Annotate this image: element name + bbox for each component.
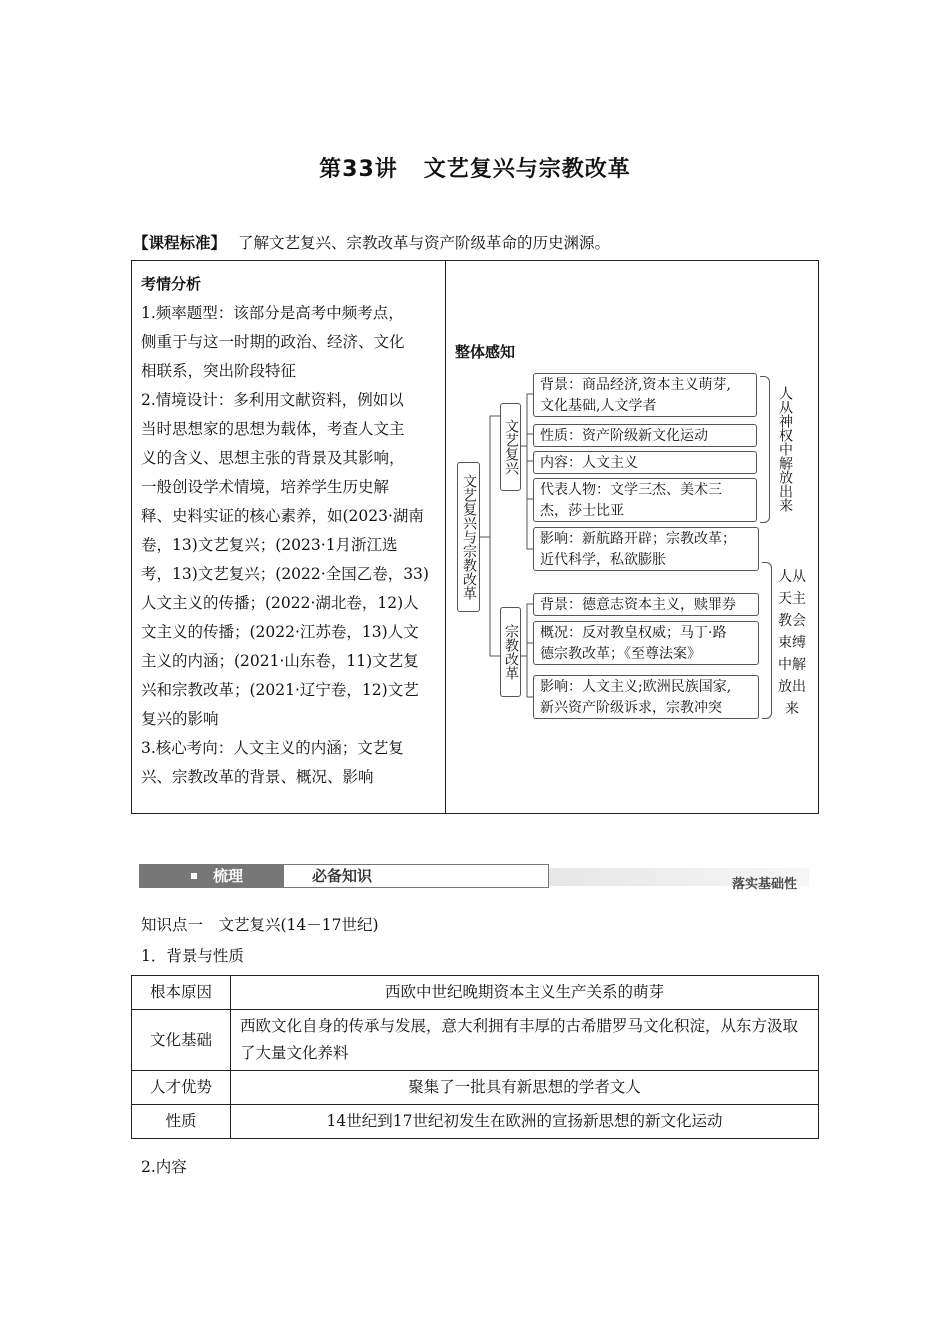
- diagram-text: 内容：人文主义: [540, 455, 638, 471]
- side-note-line: 人从: [778, 569, 806, 585]
- connector-root-reformation: [490, 537, 500, 656]
- subsection-heading: 1．背景与性质: [141, 947, 244, 965]
- analysis-line: 考，13)文艺复兴；(2022·全国乙卷，33): [141, 565, 429, 583]
- overview-root-label: 文艺复兴与宗教改革: [461, 474, 477, 600]
- table-key-cell: 性质: [132, 1105, 231, 1139]
- analysis-line: 当时思想家的思想为载体，考查人文主: [141, 420, 405, 438]
- table-row: [132, 1105, 819, 1139]
- banner-tab-primary: [139, 864, 283, 888]
- side-note-line: 天主: [778, 591, 806, 607]
- analysis-line: 侧重于与这一时期的政治、经济、文化: [141, 333, 405, 351]
- renaissance-figures-box: [533, 478, 757, 522]
- table-key-cell: 文化基础: [132, 1010, 231, 1071]
- table-value-cell: 西欧中世纪晚期资本主义生产关系的萌芽: [231, 976, 819, 1010]
- diagram-text: 背景：德意志资本主义，赎罪券: [540, 597, 736, 613]
- reformation-side-note: [776, 566, 808, 720]
- reformation-overview-box: [533, 621, 759, 665]
- renaissance-bracket: [760, 376, 770, 523]
- renaissance-side-note: 人从神权中解放出来: [777, 386, 793, 512]
- side-note-line: 中解: [778, 657, 806, 673]
- diagram-text: 近代科学，私欲膨胀: [540, 552, 666, 568]
- overview-heading: 整体感知: [455, 343, 516, 361]
- diagram-text: 性质：资产阶级新文化运动: [540, 428, 708, 444]
- banner-tab-secondary-label: 必备知识: [312, 867, 373, 885]
- analysis-line: 3.核心考向：人文主义的内涵；文艺复: [141, 739, 404, 757]
- analysis-line: 相联系，突出阶段特征: [141, 362, 297, 380]
- overview-root-node: [457, 462, 480, 612]
- analysis-line: 一般创设学术情境，培养学生历史解: [141, 478, 390, 496]
- analysis-line: 义的含义、思想主张的背景及其影响，: [141, 449, 405, 467]
- subsection-heading: 2.内容: [141, 1158, 187, 1176]
- background-nature-table: [131, 975, 819, 1139]
- analysis-line: 释、史料实证的核心素养，如(2023·湖南: [141, 507, 424, 525]
- lecture-number: 第33讲: [319, 157, 398, 182]
- section-banner: [139, 864, 809, 892]
- course-standard-text: 了解文艺复兴、宗教改革与资产阶级革命的历史渊源。: [238, 234, 611, 252]
- analysis-line: 复兴的影响: [141, 710, 219, 728]
- renaissance-impact-box: [533, 527, 759, 571]
- analysis-line: 1.频率题型：该部分是高考中频考点，: [141, 304, 404, 322]
- analysis-line: 兴、宗教改革的背景、概况、影响: [141, 768, 374, 786]
- exam-analysis-heading: 考情分析: [141, 275, 202, 293]
- table-row: [132, 976, 819, 1010]
- diagram-text: 代表人物：文学三杰、美术三: [540, 482, 722, 498]
- side-note-line: 来: [785, 701, 799, 717]
- table-value-cell: 西欧文化自身的传承与发展，意大利拥有丰厚的古希腊罗马文化积淀，从东方汲取了大量文化养料: [231, 1010, 819, 1071]
- reformation-node: [500, 607, 521, 697]
- diagram-text: 文化基础,人文学者: [540, 398, 657, 414]
- table-value-cell: 聚集了一批具有新思想的学者文人: [231, 1071, 819, 1105]
- analysis-line: 主义的内涵；(2021·山东卷，11)文艺复: [141, 652, 419, 670]
- renaissance-background-box: [533, 373, 757, 417]
- reformation-label: 宗教改革: [503, 624, 519, 680]
- side-note-line: 放出: [778, 679, 806, 695]
- diagram-text: 德宗教改革；《至尊法案》: [540, 646, 701, 662]
- course-standard-label: 【课程标准】: [133, 234, 227, 252]
- analysis-line: 人文主义的传播；(2022·湖北卷，12)人: [141, 594, 419, 612]
- analysis-line: 卷，13)文艺复兴；(2023·1月浙江选: [141, 536, 398, 554]
- renaissance-node: [500, 403, 521, 491]
- reformation-impact-box: [533, 675, 759, 719]
- table-key-cell: 根本原因: [132, 976, 231, 1010]
- diagram-text: 影响：人文主义;欧洲民族国家,: [540, 679, 732, 695]
- table-row: [132, 1010, 819, 1071]
- connector-root-renaissance: [480, 416, 500, 537]
- diagram-text: 杰，莎士比亚: [540, 503, 624, 519]
- renaissance-label: 文艺复兴: [503, 419, 519, 475]
- diagram-text: 影响：新航路开辟；宗教改革；: [540, 531, 736, 547]
- reformation-bracket: [762, 562, 772, 719]
- diagram-text: 新兴资产阶级诉求，宗教冲突: [540, 700, 722, 716]
- banner-right-label: 落实基础性: [731, 877, 797, 892]
- side-note-line: 教会: [778, 613, 806, 629]
- reformation-background-box: [533, 593, 759, 616]
- knowledge-point-heading: 知识点一 文艺复兴(14－17世纪): [141, 916, 379, 934]
- renaissance-content-box: [533, 451, 757, 474]
- analysis-line: 兴和宗教改革；(2021·辽宁卷，12)文艺: [141, 681, 419, 699]
- square-bullet-icon: [191, 873, 197, 879]
- lecture-topic: 文艺复兴与宗教改革: [423, 157, 631, 182]
- banner-tab-secondary: [283, 864, 549, 888]
- analysis-line: 文主义的传播；(2022·江苏卷，13)人文: [141, 623, 419, 641]
- analysis-line: 2.情境设计：多利用文献资料，例如以: [141, 391, 404, 409]
- table-row: [132, 1071, 819, 1105]
- table-value-cell: 14世纪到17世纪初发生在欧洲的宣扬新思想的新文化运动: [231, 1105, 819, 1139]
- diagram-text: 概况：反对教皇权威；马丁·路: [540, 625, 727, 641]
- renaissance-nature-box: [533, 424, 757, 447]
- table-key-cell: 人才优势: [132, 1071, 231, 1105]
- diagram-text: 背景：商品经济,资本主义萌芽,: [540, 377, 731, 393]
- banner-tab-primary-label: 梳理: [213, 867, 244, 885]
- side-note-line: 束缚: [778, 635, 806, 651]
